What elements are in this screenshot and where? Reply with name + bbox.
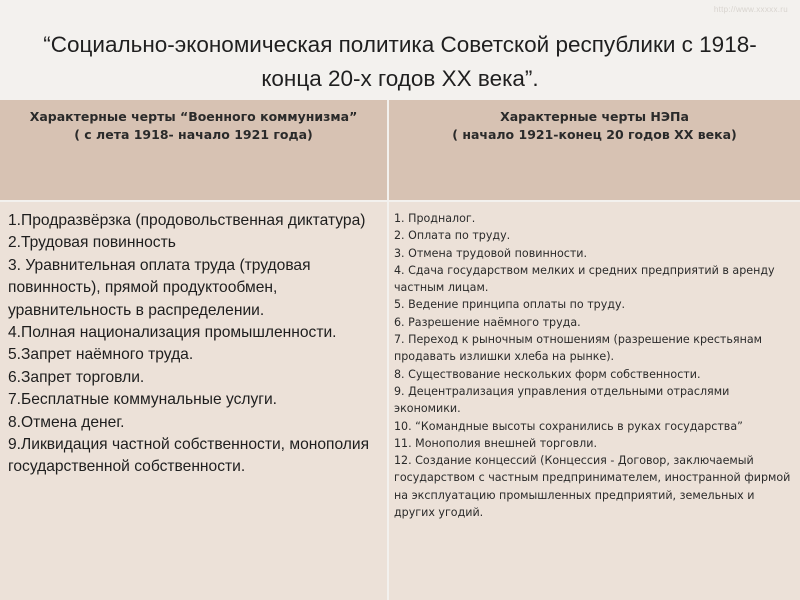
list-item: 2.Трудовая повинность	[8, 234, 176, 252]
slide-title: “Социально-экономическая политика Советской республики с 1918-конца 20-х годов XX века”.	[43, 32, 757, 91]
list-item: 2. Оплата по труду.	[394, 229, 511, 243]
list-item: 10. “Командные высоты сохранились в руках государства”	[394, 419, 743, 433]
comparison-table	[0, 100, 800, 600]
list-item: 8. Существование нескольких форм собственности.	[394, 367, 701, 381]
list-item: 3. Отмена трудовой повинности.	[394, 246, 588, 260]
list-item: 9. Децентрализация управления отдельными отраслями экономики.	[394, 384, 730, 416]
list-item: 7.Бесплатные коммунальные услуги.	[8, 391, 278, 409]
list-item: 5.Запрет наёмного труда.	[8, 346, 194, 364]
header-war-communism-text	[0, 100, 387, 144]
list-item: 6. Разрешение наёмного труда.	[394, 315, 581, 329]
header-nep-period: ( начало 1921-конец 20 годов XX века)	[452, 127, 737, 142]
list-item: 8.Отмена денег.	[8, 413, 125, 431]
header-nep-title: Характерные черты НЭПа	[500, 109, 689, 124]
header-nep	[389, 100, 800, 200]
header-war-communism	[0, 100, 387, 200]
list-item: 1.Продразвёрзка (продовольственная диктатура)	[8, 212, 366, 229]
list-item: 4.Полная национализация промышленности.	[8, 324, 337, 342]
war-communism-list	[0, 202, 387, 479]
list-item: 6.Запрет торговли.	[8, 368, 145, 386]
list-item: 3. Уравнительная оплата труда (трудовая повинность), прямой продуктообмен, уравнительность в распределении.	[8, 256, 311, 319]
list-item: 11. Монополия внешней торговли.	[394, 436, 597, 450]
list-item: 1. Продналог.	[394, 212, 476, 225]
list-item: 5. Ведение принципа оплаты по труду.	[394, 298, 626, 312]
list-item: 7. Переход к рыночным отношениям (разрешение крестьянам продавать излишки хлеба на рынке).	[394, 333, 763, 364]
header-war-communism-title: Характерные черты “Военного коммунизма”	[29, 109, 358, 124]
list-item: 4. Сдача государством мелких и средних предприятий в аренду частным лицам.	[394, 263, 775, 295]
war-communism-column	[0, 202, 387, 600]
list-item: 9.Ликвидация частной собственности, монополия государственной собственности.	[8, 436, 370, 476]
nep-column	[389, 202, 800, 600]
nep-list	[389, 202, 800, 521]
list-item: 12. Создание концессий (Концессия - Договор, заключаемый государством с частным предпринимателем, иностранной фирмой на эксплуатацию промышленных предприятий, земельных и других угодий.	[394, 454, 791, 520]
watermark: http://www.xxxxx.ru	[713, 5, 788, 14]
header-nep-text	[389, 100, 800, 144]
header-war-communism-period: ( с лета 1918- начало 1921 года)	[74, 127, 313, 142]
